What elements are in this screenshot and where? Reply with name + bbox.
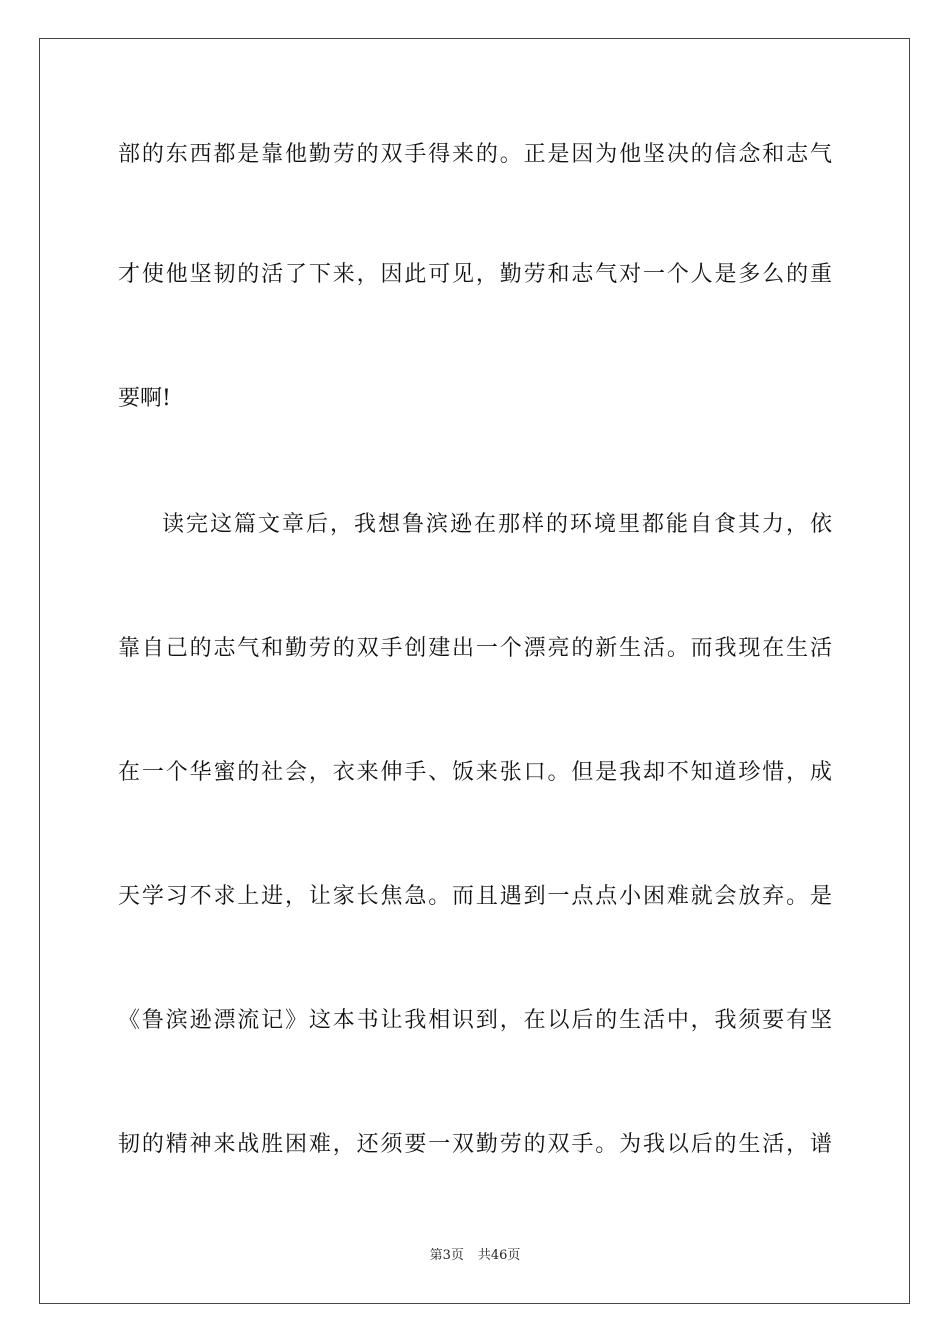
paragraph-line-7: 天学习不求上进，让家长焦急。而且遇到一点点小困难就会放弃。是 — [118, 884, 832, 909]
page-footer — [0, 1246, 950, 1266]
paragraph-line-6: 在一个华蜜的社会，衣来伸手、饭来张口。但是我却不知道珍惜，成 — [118, 760, 832, 785]
paragraph-line-4: 读完这篇文章后，我想鲁滨逊在那样的环境里都能自食其力，依 — [162, 512, 832, 537]
paragraph-line-1: 部的东西都是靠他勤劳的双手得来的。正是因为他坚决的信念和志气 — [118, 142, 832, 167]
paragraph-line-8: 《鲁滨逊漂流记》这本书让我相识到，在以后的生活中，我须要有坚 — [118, 1008, 832, 1033]
paragraph-line-2: 才使他坚韧的活了下来，因此可见，勤劳和志气对一个人是多么的重 — [118, 262, 832, 287]
paragraph-line-3: 要啊! — [118, 386, 171, 411]
page-total: 共46页 — [477, 1248, 521, 1263]
paragraph-line-9: 韧的精神来战胜困难，还须要一双勤劳的双手。为我以后的生活，谱 — [118, 1132, 832, 1157]
page-number: 第3页 — [429, 1248, 464, 1263]
paragraph-line-5: 靠自己的志气和勤劳的双手创建出一个漂亮的新生活。而我现在生活 — [118, 636, 832, 661]
page-frame — [39, 38, 910, 1304]
